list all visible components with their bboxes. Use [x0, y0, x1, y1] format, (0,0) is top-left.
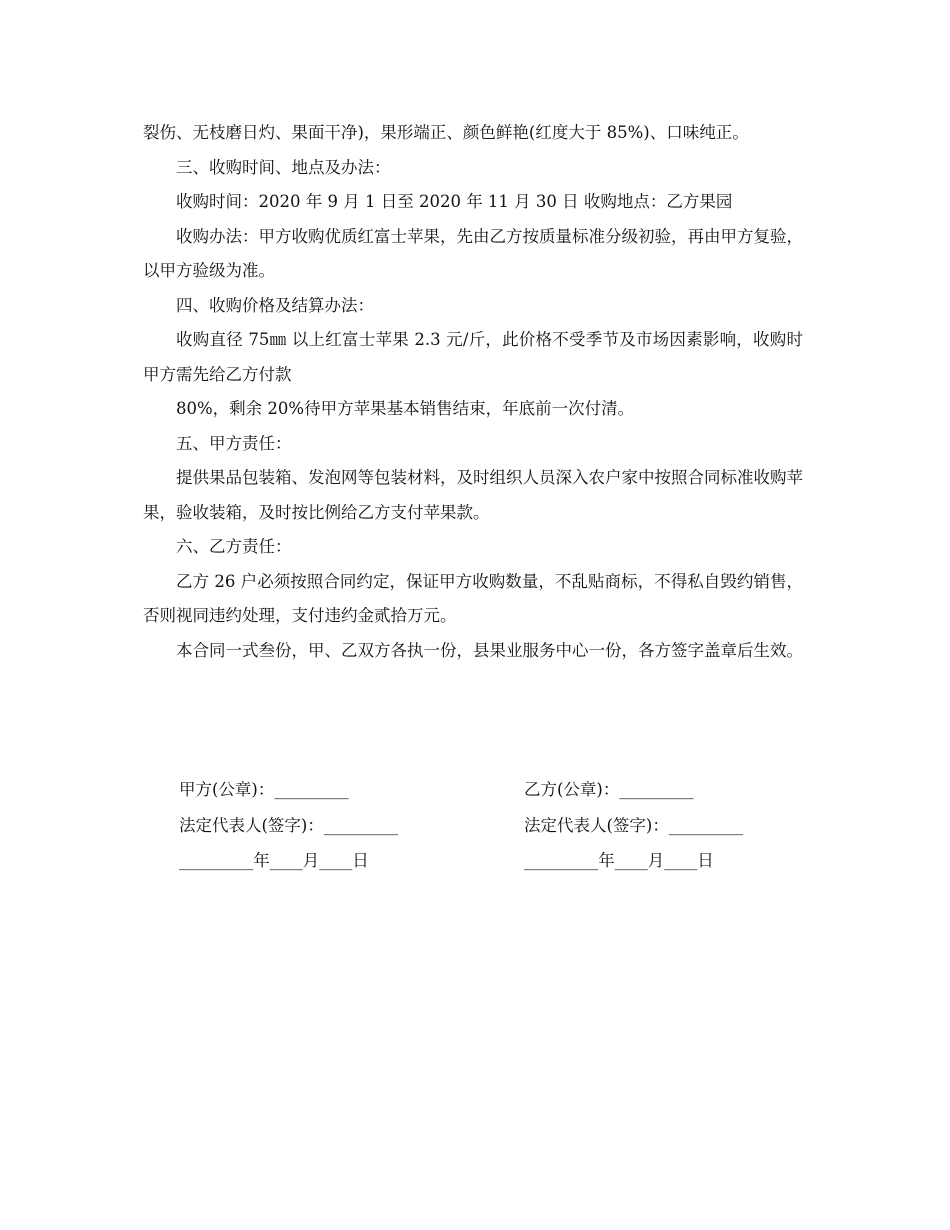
- paragraph-price: 收购直径 75㎜ 以上红富士苹果 2.3 元/斤，此价格不受季节及市场因素影响，收购时甲方需先给乙方付款: [143, 330, 803, 384]
- heading-section-4: 四、收购价格及结算办法：: [176, 295, 374, 315]
- signature-block: [179, 772, 819, 879]
- party-b-seal-field: 乙方(公章)：_________: [524, 780, 694, 799]
- signature-row-date: [179, 843, 819, 879]
- heading-section-6: 六、乙方责任：: [176, 537, 292, 556]
- party-b-representative-field: 法定代表人(签字)：_________: [524, 815, 744, 835]
- heading-section-3: 三、收购时间、地点及办法：: [176, 157, 391, 177]
- party-a-seal-field: 甲方(公章)：_________: [179, 780, 349, 799]
- paragraph-quality-continued: 裂伤、无枝磨日灼、果面干净)，果形端正、颜色鲜艳(红度大于 85%)、口味纯正。: [143, 123, 749, 142]
- paragraph-party-b-duty: 乙方 26 户必须按照合同约定，保证甲方收购数量，不乱贴商标，不得私自毁约销售，否则视同违约处理，支付违约金贰拾万元。: [143, 571, 803, 625]
- paragraph-settlement: 80%，剩余 20%待甲方苹果基本销售结束，年底前一次付清。: [176, 399, 635, 418]
- signature-row-seal: [179, 772, 819, 808]
- party-b-date-field: _________年____月____日: [524, 851, 714, 870]
- signature-row-representative: [179, 808, 819, 844]
- contract-body: [143, 116, 803, 668]
- party-a-date-field: _________年____月____日: [179, 851, 369, 870]
- paragraph-party-a-duty: 提供果品包装箱、发泡网等包装材料，及时组织人员深入农户家中按照合同标准收购苹果，验收装箱，及时按比例给乙方支付苹果款。: [143, 468, 803, 522]
- heading-section-5: 五、甲方责任：: [176, 433, 292, 453]
- paragraph-purchase-time: 收购时间：2020 年 9 月 1 日至 2020 年 11 月 30 日 收购地点：乙方果园: [176, 192, 733, 211]
- party-a-representative-field: 法定代表人(签字)：_________: [179, 815, 399, 835]
- paragraph-purchase-method: 收购办法：甲方收购优质红富士苹果，先由乙方按质量标准分级初验，再由甲方复验，以甲方验级为准。: [143, 226, 803, 280]
- paragraph-copies: 本合同一式叁份，甲、乙双方各执一份，县果业服务中心一份，各方签字盖章后生效。: [176, 640, 803, 660]
